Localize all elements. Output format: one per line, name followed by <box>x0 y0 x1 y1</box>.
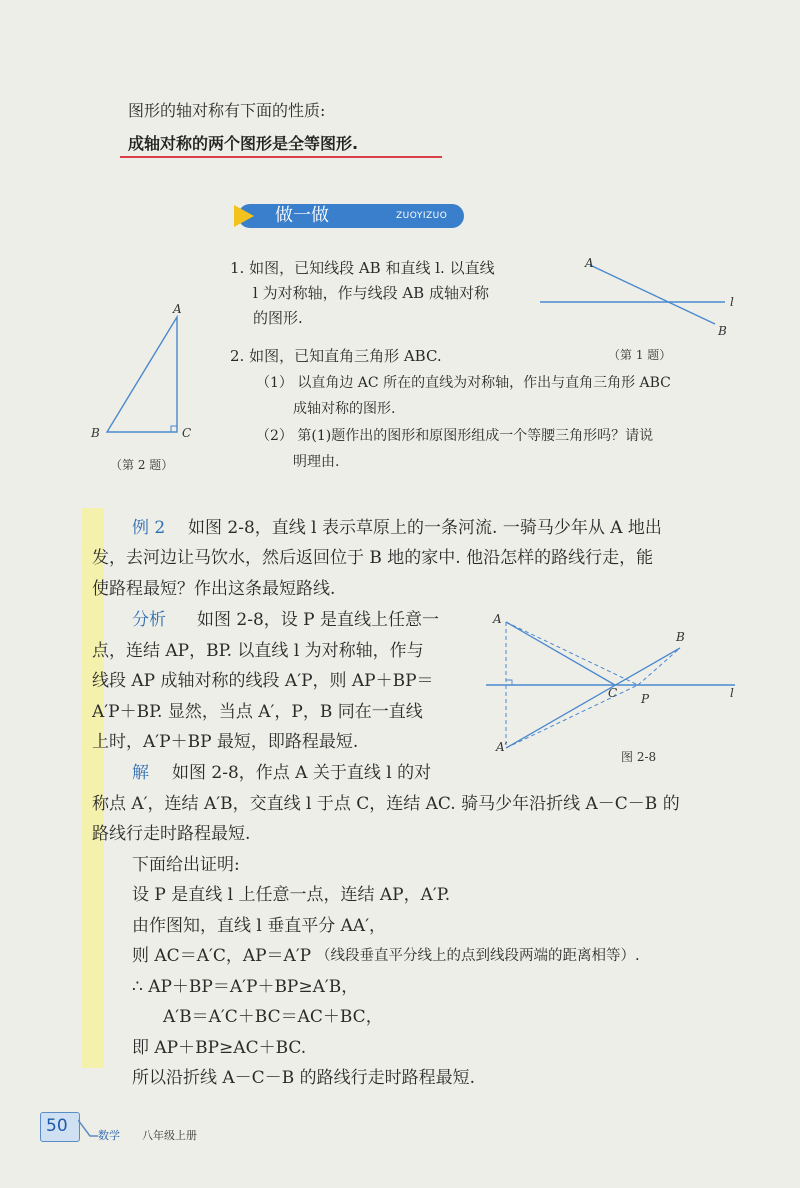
proof-line2: 由作图知，直线 l 垂直平分 AA′， <box>132 916 387 936</box>
proof-line4: ∴ AP＋BP＝A′P＋BP≥A′B， <box>132 977 359 997</box>
fig1-caption: （第 1 题） <box>608 348 672 362</box>
footer-grade: 八年级上册 <box>142 1129 197 1142</box>
proof-line1: 设 P 是直线 l 上任意一点，连结 AP，A′P. <box>132 885 451 905</box>
footer-arrow-icon <box>78 1118 98 1140</box>
property-intro: 图形的轴对称有下面的性质: <box>128 101 326 120</box>
segment-pb <box>638 648 680 685</box>
banner-pinyin: ZUOYIZUO <box>396 211 448 221</box>
segment-ac <box>506 622 615 685</box>
solution-line2: 称点 A′，连结 A′B，交直线 l 于点 C，连结 AC. 骑马少年沿折线 A－C－B 的 <box>92 794 680 814</box>
proof-line6: 即 AP＋BP≥AC＋BC. <box>132 1038 307 1058</box>
triangle-abc <box>107 317 177 432</box>
analysis-label: 分析 <box>132 610 166 630</box>
proof-line5: A′B＝A′C＋BC＝AC＋BC， <box>163 1007 383 1027</box>
figure-2-8 <box>480 610 750 760</box>
fig2-caption: （第 2 题） <box>110 458 174 472</box>
fig28-label-a: A <box>493 612 502 626</box>
property-rule: 成轴对称的两个图形是全等图形. <box>128 134 359 153</box>
example-line3: 使路程最短？作出这条最短路线. <box>92 579 336 599</box>
proof-line3-note: （线段垂直平分线上的点到线段两端的距离相等）. <box>316 948 640 964</box>
proof-intro: 下面给出证明: <box>132 855 240 875</box>
fig28-label-b: B <box>676 630 685 644</box>
solution-line1: 如图 2-8，作点 A 关于直线 l 的对 <box>172 763 432 783</box>
segment-a-prime-p <box>506 685 638 748</box>
analysis-line2: 点，连结 AP，BP. 以直线 l 为对称轴，作与 <box>92 641 424 661</box>
fig1-label-l: l <box>730 295 734 309</box>
example-label: 例 2 <box>132 518 166 538</box>
analysis-line3: 线段 AP 成轴对称的线段 A′P，则 AP＋BP＝ <box>92 671 434 691</box>
q1-line3: 的图形. <box>253 309 303 327</box>
segment-a-prime-b <box>506 648 680 748</box>
fig28-label-p: P <box>641 692 650 706</box>
analysis-line4: A′P＋BP. 显然，当点 A′，P，B 同在一直线 <box>92 702 423 722</box>
q2-line1: 2. 如图，已知直角三角形 ABC. <box>230 347 442 365</box>
footer-subject: 数学 <box>98 1129 120 1142</box>
fig28-label-a-prime: A′ <box>496 740 508 754</box>
fig2-label-a: A <box>173 302 182 316</box>
fig28-label-c: C <box>608 686 618 700</box>
q2-sub2-line2: 明理由. <box>293 454 340 470</box>
q1-line1: 1. 如图，已知线段 AB 和直线 l. 以直线 <box>230 259 495 277</box>
fig28-label-l: l <box>730 686 734 700</box>
right-angle-mark <box>171 426 177 432</box>
q2-sub1-line2: 成轴对称的图形. <box>293 401 396 417</box>
fig2-label-c: C <box>182 426 192 440</box>
figure-q2 <box>95 300 195 440</box>
proof-line3-main: 则 AC＝A′C，AP＝A′P <box>132 946 312 966</box>
banner-title: 做一做 <box>275 205 329 226</box>
page-number: 50 <box>46 1116 68 1136</box>
conclusion: 所以沿折线 A－C－B 的路线行走时路程最短. <box>132 1068 475 1088</box>
fig1-label-b: B <box>718 324 727 338</box>
fig28-caption: 图 2-8 <box>621 750 657 764</box>
property-rule-underline <box>120 156 442 158</box>
solution-label: 解 <box>132 763 149 783</box>
q2-sub2-line1: （2） 第(1)题作出的图形和原图形组成一个等腰三角形吗？请说 <box>256 428 654 444</box>
segment-ab <box>590 265 715 324</box>
example-line1: 如图 2-8，直线 l 表示草原上的一条河流. 一骑马少年从 A 地出 <box>188 518 662 538</box>
q2-sub1-line1: （1） 以直角边 AC 所在的直线为对称轴，作出与直角三角形 ABC <box>256 375 671 391</box>
fig2-label-b: B <box>91 426 100 440</box>
analysis-line1: 如图 2-8，设 P 是直线上任意一 <box>197 610 440 630</box>
segment-ap <box>506 622 638 685</box>
perpendicular-mark <box>506 680 512 685</box>
fig1-label-a: A <box>585 256 594 270</box>
analysis-line5: 上时，A′P＋BP 最短，即路程最短. <box>92 732 359 752</box>
q1-line2: l 为对称轴，作与线段 AB 成轴对称 <box>253 284 489 302</box>
solution-line3: 路线行走时路程最短. <box>92 824 251 844</box>
example-line2: 发，去河边让马饮水，然后返回位于 B 地的家中. 他沿怎样的路线行走，能 <box>92 548 654 568</box>
